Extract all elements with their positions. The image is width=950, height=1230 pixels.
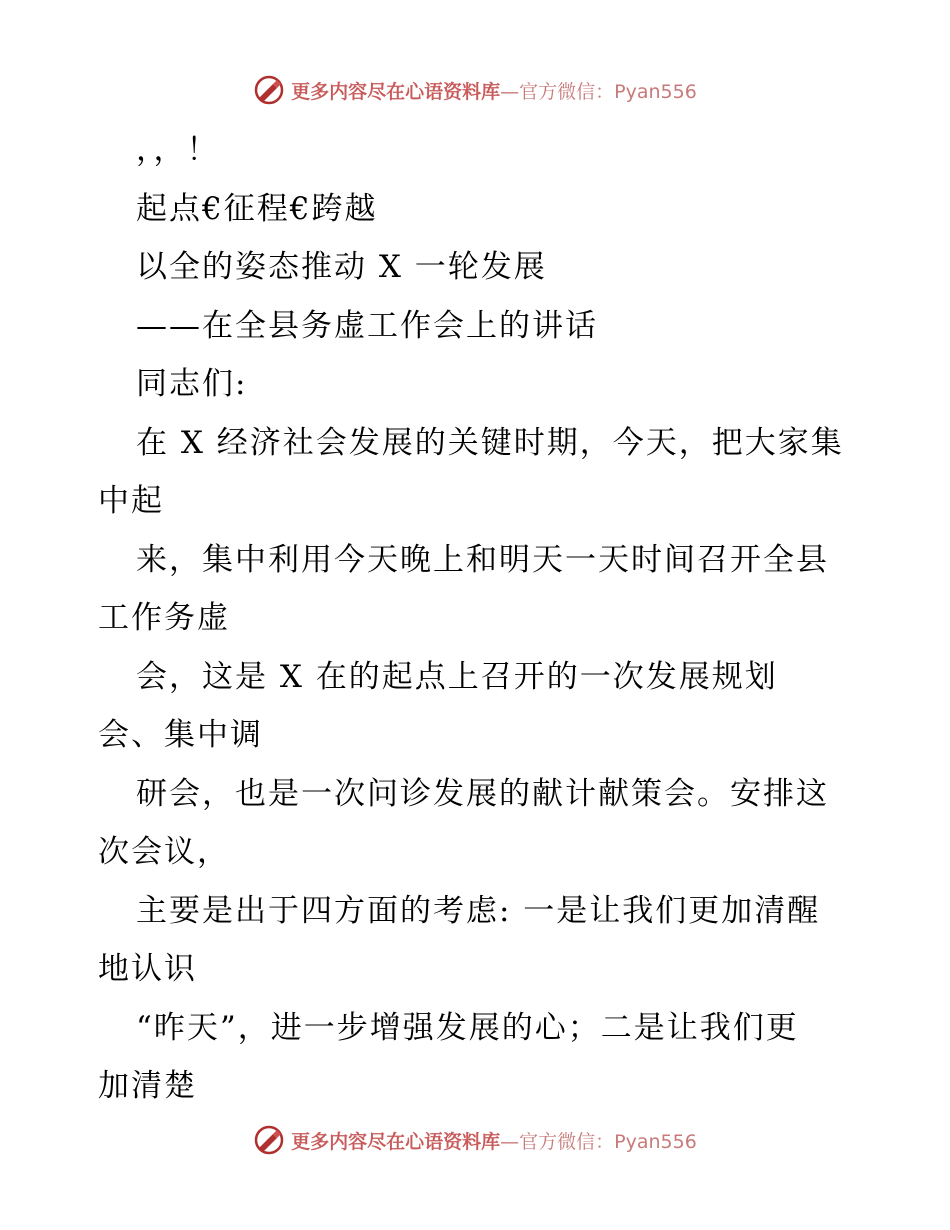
text-line: ——在全县务虚工作会上的讲话 — [136, 307, 598, 344]
pen-logo-icon — [253, 1124, 285, 1156]
text-line: 主要是出于四方面的考虑: 一是让我们更加清醒 — [136, 892, 821, 929]
text-line: 会、集中调 — [98, 717, 263, 753]
text-line: 研会，也是一次问诊发展的献计献策会。安排这 — [136, 775, 829, 812]
footer-banner — [0, 1120, 950, 1160]
text-line: 地认识 — [98, 951, 197, 987]
text-line: 加清楚 — [98, 1068, 197, 1104]
pen-logo-icon — [253, 74, 285, 106]
footer-separator: — — [500, 1130, 520, 1153]
text-line: 工作务虚 — [98, 600, 230, 636]
header-wechat: 官方微信：Pyan556 — [519, 80, 697, 103]
text-line: ，，！ — [136, 132, 220, 168]
text-line: 会，这是 X 在的起点上召开的一次发展规划 — [136, 658, 778, 695]
footer-wechat: 官方微信：Pyan556 — [519, 1130, 697, 1153]
text-line: 来，集中利用今天晚上和明天一天时间召开全县 — [136, 541, 829, 578]
footer-brand: 更多内容尽在心语资料库 — [291, 1130, 501, 1153]
text-line: 起点€征程€跨越 — [136, 190, 378, 227]
text-line: 中起 — [98, 483, 164, 519]
footer-banner-text — [291, 1127, 697, 1154]
header-banner — [0, 70, 950, 110]
text-line: 以全的姿态推动 X 一轮发展 — [136, 249, 547, 285]
text-line: 次会议， — [98, 834, 230, 870]
text-line: 同志们: — [136, 366, 248, 402]
header-separator: — — [500, 80, 520, 103]
text-line: “昨天”，进一步增强发展的心；二是让我们更 — [136, 1009, 799, 1046]
header-brand: 更多内容尽在心语资料库 — [291, 80, 501, 103]
document-body — [0, 121, 950, 1116]
text-line: 在 X 经济社会发展的关键时期，今天，把大家集 — [136, 424, 844, 461]
header-banner-text — [291, 77, 697, 104]
